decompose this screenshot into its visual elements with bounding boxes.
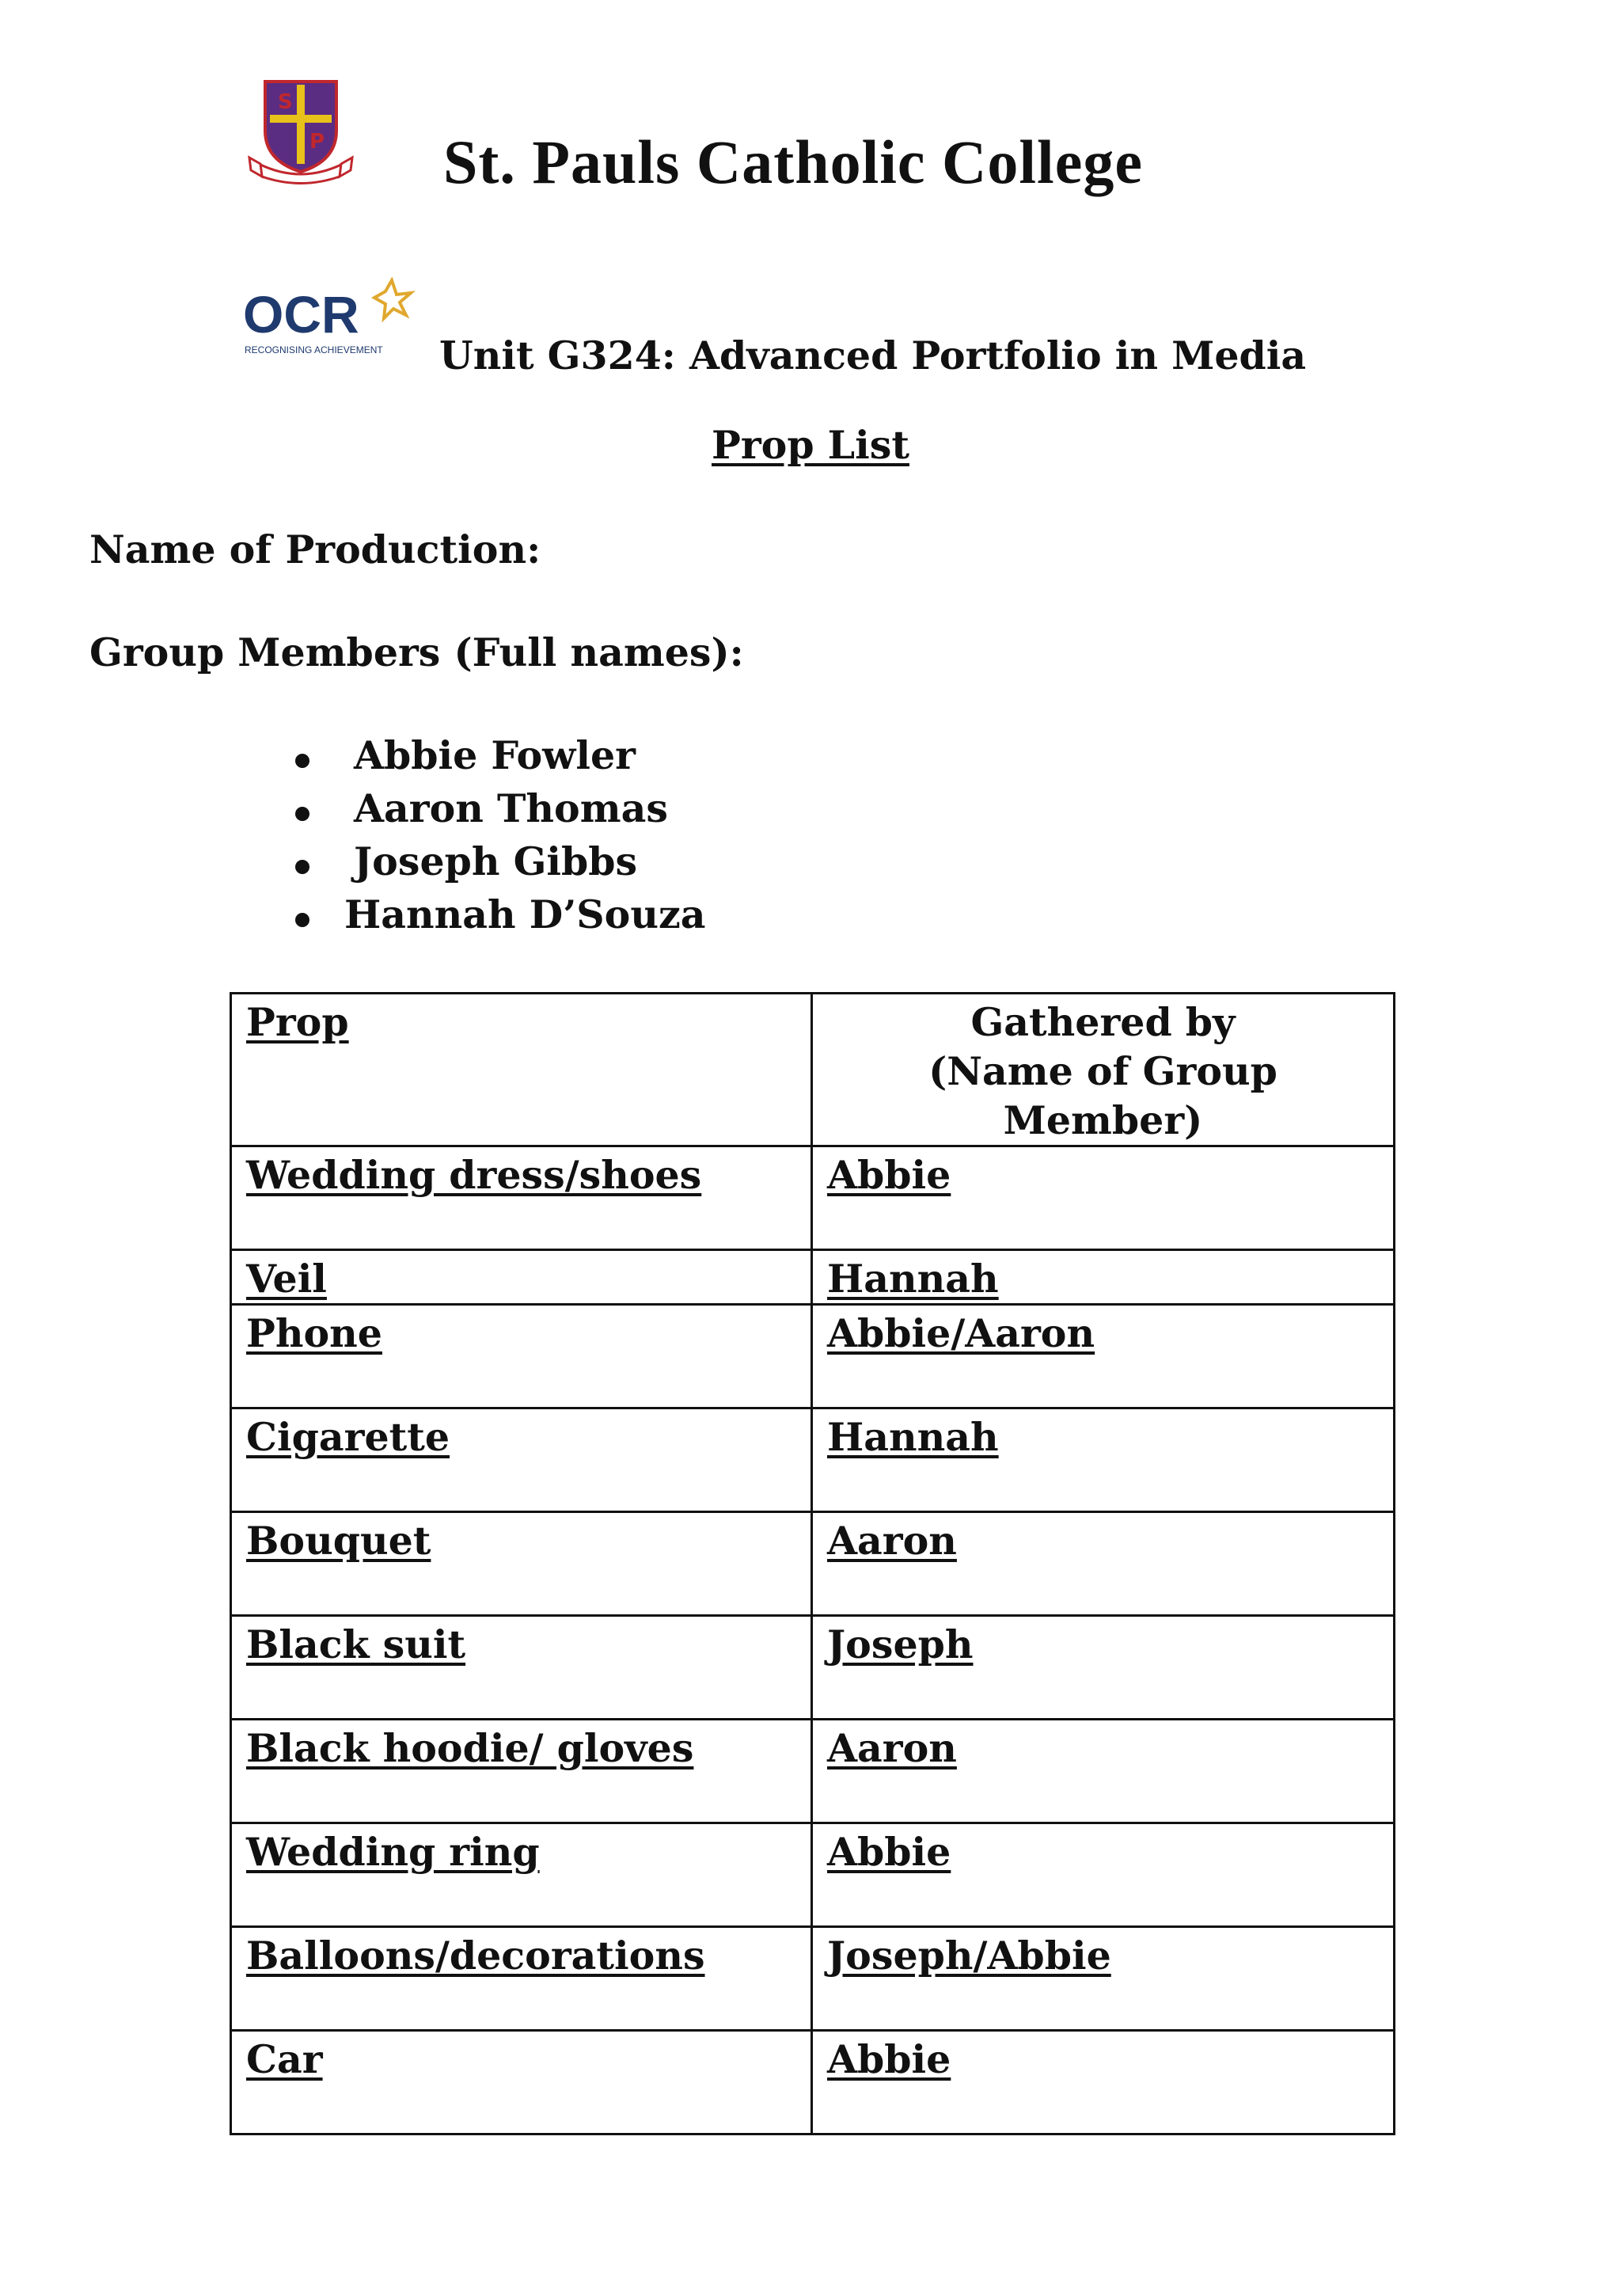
table-header-row [231, 994, 1395, 1146]
table-row [231, 1927, 1395, 2031]
prop-cell: Wedding dress/shoes [231, 1146, 812, 1250]
prop-table [230, 992, 1395, 2135]
prop-cell: Car [231, 2031, 812, 2134]
member-name: Aaron Thomas [354, 785, 668, 831]
gathered-by-cell: Abbie [812, 1146, 1395, 1250]
table-row [231, 1512, 1395, 1616]
gathered-by-cell: Hannah [812, 1250, 1395, 1305]
list-item [293, 838, 706, 891]
prop-cell: Balloons/decorations [231, 1927, 812, 2031]
table-row [231, 1616, 1395, 1720]
gathered-by-cell: Aaron [812, 1720, 1395, 1823]
prop-cell: Wedding ring [231, 1823, 812, 1927]
gathered-by-cell: Joseph [812, 1616, 1395, 1720]
unit-title: Unit G324: Advanced Portfolio in Media [439, 333, 1307, 378]
name-of-production-label: Name of Production: [89, 526, 541, 572]
svg-text:RECOGNISING ACHIEVEMENT: RECOGNISING ACHIEVEMENT [245, 344, 383, 355]
college-name: St. Pauls Catholic College [443, 127, 1143, 196]
svg-text:P: P [309, 130, 325, 154]
table-row [231, 1305, 1395, 1408]
ocr-logo [241, 277, 427, 364]
gathered-by-cell: Abbie/Aaron [812, 1305, 1395, 1408]
prop-cell: Black hoodie/ gloves [231, 1720, 812, 1823]
group-members-list [293, 732, 706, 945]
table-row [231, 2031, 1395, 2134]
gathered-by-cell: Abbie [812, 1823, 1395, 1927]
bullet-icon [295, 860, 309, 874]
gathered-by-cell: Aaron [812, 1512, 1395, 1616]
list-item [293, 785, 706, 838]
table-row [231, 1146, 1395, 1250]
table-row [231, 1720, 1395, 1823]
document-title: Prop List [712, 422, 909, 468]
list-item [293, 732, 706, 785]
college-crest-logo [241, 75, 360, 186]
prop-cell: Bouquet [231, 1512, 812, 1616]
column-header-gathered-by: Gathered by (Name of Group Member) [812, 994, 1395, 1146]
prop-cell: Veil [231, 1250, 812, 1305]
prop-cell: Phone [231, 1305, 812, 1408]
table-row [231, 1823, 1395, 1927]
member-name: Abbie Fowler [354, 732, 636, 778]
prop-cell: Black suit [231, 1616, 812, 1720]
member-name: Joseph Gibbs [354, 838, 638, 884]
bullet-icon [295, 913, 309, 927]
svg-text:S: S [278, 90, 293, 114]
bullet-icon [295, 807, 309, 821]
table-row [231, 1408, 1395, 1512]
list-item [293, 891, 706, 945]
bullet-icon [295, 754, 309, 768]
gathered-by-cell: Joseph/Abbie [812, 1927, 1395, 2031]
member-name: Hannah D’Souza [344, 891, 706, 937]
gathered-by-cell: Hannah [812, 1408, 1395, 1512]
gathered-by-cell: Abbie [812, 2031, 1395, 2134]
svg-text:OCR: OCR [243, 285, 359, 344]
prop-cell: Cigarette [231, 1408, 812, 1512]
group-members-label: Group Members (Full names): [89, 629, 744, 675]
table-row [231, 1250, 1395, 1305]
column-header-prop: Prop [231, 994, 812, 1146]
